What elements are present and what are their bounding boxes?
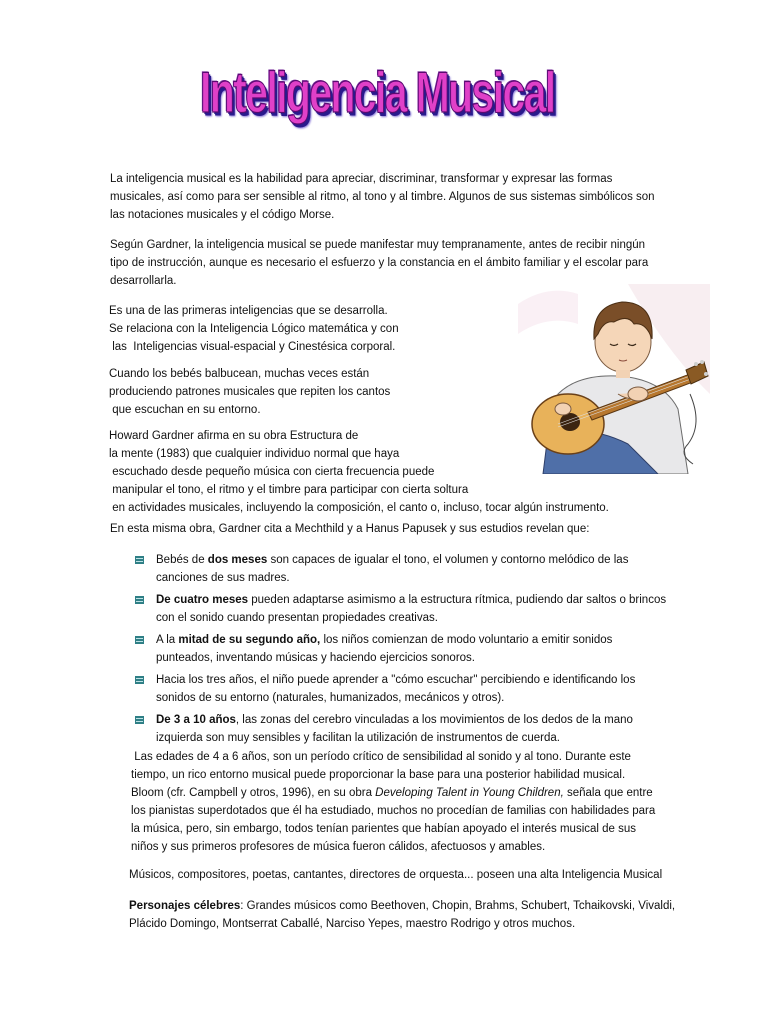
primeras-line: Es una de las primeras inteligencias que se desarrolla. — [109, 305, 388, 317]
howard-line: en actividades musicales, incluyendo la composición, el canto o, incluso, tocar algún instrumento. — [109, 502, 609, 514]
personajes-line: Plácido Domingo, Montserrat Caballé, Narciso Yepes, maestro Rodrigo y otros muchos. — [129, 918, 576, 930]
bullet-text: , las zonas del cerebro vinculadas a los movimientos de los dedos de la mano — [235, 714, 633, 726]
list-item — [135, 551, 715, 587]
bullet-text: canciones de sus madres. — [156, 572, 290, 584]
bullet-text: izquierda son muy sensibles y facilitan la utilización de instrumentos de cuerda. — [156, 732, 560, 744]
bullet-bold: dos meses — [207, 554, 268, 566]
primeras-line: las Inteligencias visual-espacial y Cinestésica corporal. — [109, 341, 396, 353]
edades-line: señala que entre — [563, 787, 653, 799]
personajes-paragraph — [129, 897, 719, 933]
edades-line: Las edades de 4 a 6 años, son un período crítico de sensibilidad al sonido y al tono. Durante este — [131, 751, 631, 763]
primeras-paragraph — [109, 302, 399, 356]
gardner-line: tipo de instrucción, aunque es necesario el esfuerzo y la constancia en el ámbito familiar y el escolar para — [110, 257, 649, 269]
edades-line: niños y sus primeros profesores de música fueron cálidos, afectuosos y amables. — [131, 841, 546, 853]
bebes-line: que escuchan en su entorno. — [109, 404, 261, 416]
edades-line: la música, pero, sin embargo, todos tenían parientes que habían apoyado el interés musical de sus — [131, 823, 637, 835]
guitar-boy-icon — [518, 284, 710, 474]
bullet-text: Hacia los tres años, el niño puede aprender a "cómo escuchar" percibiendo e identificando los — [156, 674, 636, 686]
bebes-paragraph — [109, 365, 390, 419]
bullet-bold: De cuatro meses — [156, 594, 249, 606]
bullet-icon — [135, 636, 144, 644]
bebes-line: produciendo patrones musicales que repiten los cantos — [109, 386, 391, 398]
bullet-text: son capaces de igualar el tono, el volumen y contorno melódico de las — [267, 554, 629, 566]
book-title: Developing Talent in Young Children, — [375, 787, 564, 799]
list-item — [135, 711, 715, 747]
bullet-text: los niños comienzan de modo voluntario a emitir sonidos — [320, 634, 613, 646]
howard-line: manipular el tono, el ritmo y el timbre para participar con cierta soltura — [109, 484, 469, 496]
gardner-paragraph — [110, 236, 710, 290]
howard-line: escuchado desde pequeño música con cierta frecuencia puede — [109, 466, 435, 478]
bullet-text: pueden adaptarse asimismo a la estructura rítmica, pudiendo dar saltos o brincos — [248, 594, 667, 606]
intro-line: La inteligencia musical es la habilidad para apreciar, discriminar, transformar y expresar las formas — [110, 173, 613, 185]
howard-line: la mente (1983) que cualquier individuo normal que haya — [109, 448, 400, 460]
bullet-icon — [135, 676, 144, 684]
studies-list — [135, 551, 715, 751]
gardner-line: desarrollarla. — [110, 275, 177, 287]
bullet-bold: De 3 a 10 años — [156, 714, 236, 726]
list-item — [135, 591, 715, 627]
bullet-text: con el sonido cuando presentan propiedades creativas. — [156, 612, 438, 624]
gardner-line: Según Gardner, la inteligencia musical se puede manifestar muy tempranamente, antes de recibir ningún — [110, 239, 646, 251]
bullet-text: sonidos de su entorno (naturales, humanizados, mecánicos y otros). — [156, 692, 505, 704]
bullet-icon — [135, 556, 144, 564]
musicos-paragraph: Músicos, compositores, poetas, cantantes, directores de orquesta... poseen una alta Inteligencia Musical — [129, 869, 663, 881]
list-item — [135, 631, 715, 667]
edades-line: Bloom (cfr. Campbell y otros, 1996), en su obra — [131, 787, 376, 799]
personajes-label: Personajes célebres — [129, 900, 241, 912]
bebes-line: Cuando los bebés balbucean, muchas veces están — [109, 368, 370, 380]
howard-line: Howard Gardner afirma en su obra Estructura de — [109, 430, 359, 442]
bullet-text: punteados, inventando músicas y haciendo ejercicios sonoros. — [156, 652, 475, 664]
primeras-line: Se relaciona con la Inteligencia Lógico matemática y con — [109, 323, 399, 335]
list-item — [135, 671, 715, 707]
bullet-icon — [135, 596, 144, 604]
bullet-pre: A la — [156, 634, 179, 646]
personajes-line: : Grandes músicos como Beethoven, Chopin, Brahms, Schubert, Tchaikovski, Vivaldi, — [240, 900, 676, 912]
intro-paragraph — [110, 170, 710, 224]
bullet-icon — [135, 716, 144, 724]
intro-line: musicales, así como para ser sensible al ritmo, al tono y al timbre. Algunos de sus sistemas simbólicos son — [110, 191, 655, 203]
bullet-pre: Bebés de — [156, 554, 208, 566]
bullet-bold: mitad de su segundo año, — [178, 634, 321, 646]
page-title: Inteligencia Musical — [200, 60, 555, 125]
edades-paragraph — [131, 748, 711, 856]
intro-line: las notaciones musicales y el código Morse. — [110, 209, 335, 221]
edades-line: los pianistas superdotados que él ha estudiado, muchos no procedían de familias con habilidades para — [131, 805, 656, 817]
obra-paragraph: En esta misma obra, Gardner cita a Mechthild y a Hanus Papusek y sus estudios revelan que: — [110, 523, 590, 535]
boy-guitar-illustration — [518, 284, 710, 474]
edades-line: tiempo, un rico entorno musical puede proporcionar la base para una posterior habilidad musical. — [131, 769, 626, 781]
